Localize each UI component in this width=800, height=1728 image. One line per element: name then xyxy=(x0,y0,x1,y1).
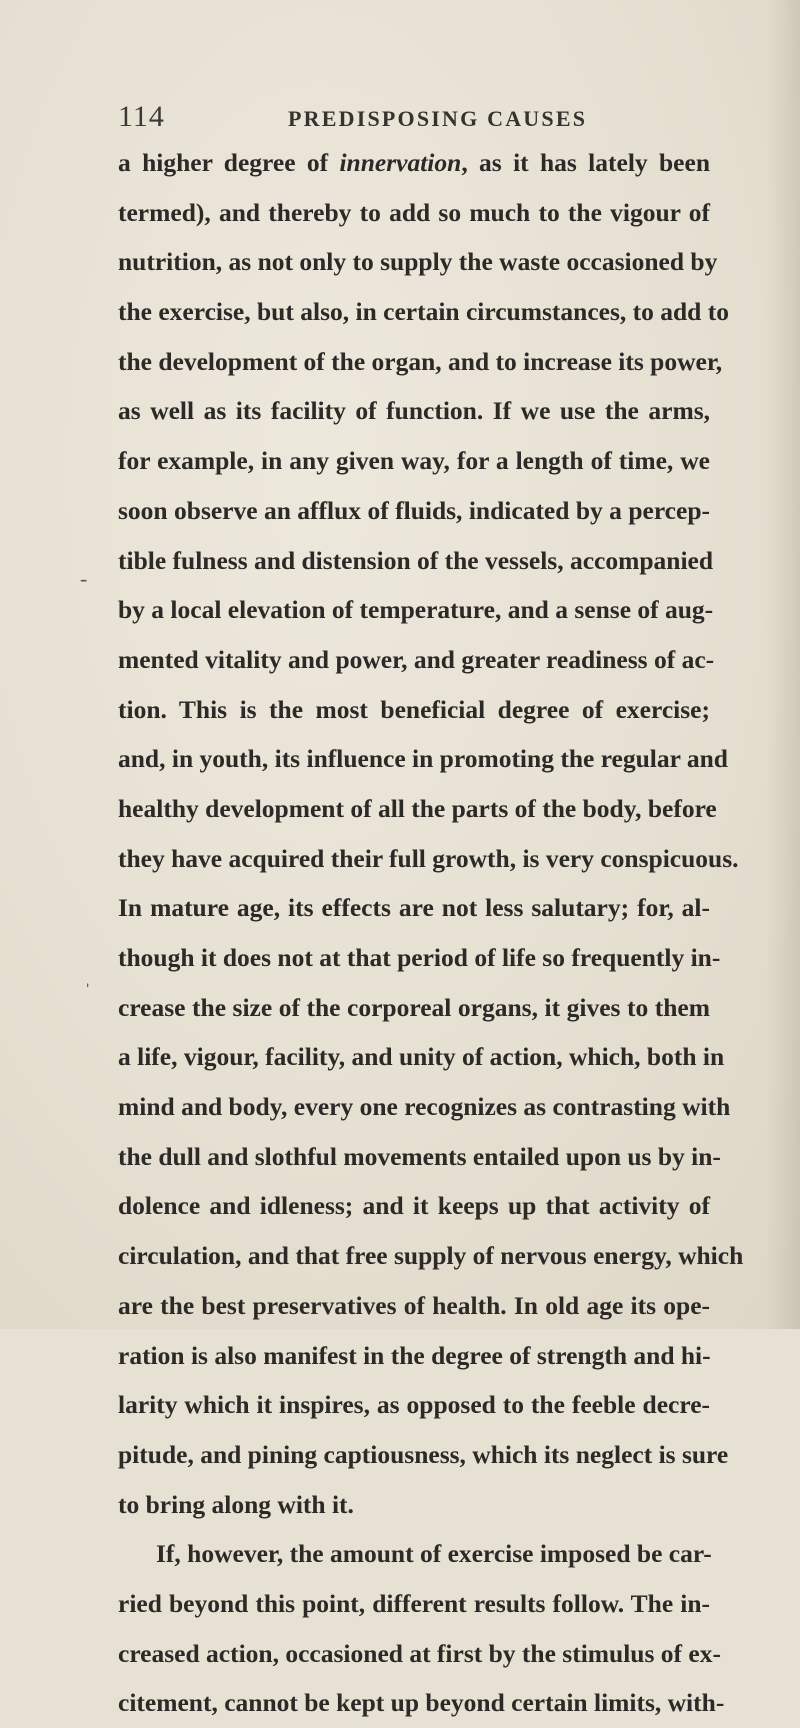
text-line: In mature age, its effects are not less salutary; for, al- xyxy=(118,893,710,923)
text-line: citement, cannot be kept up beyond certain limits, with- xyxy=(118,1688,725,1718)
text-line: a higher degree of innervation, as it has lately been xyxy=(118,148,710,177)
text-line: though it does not at that period of life so frequently in- xyxy=(118,943,721,972)
text-line: ried beyond this point, different results follow. The in- xyxy=(118,1588,710,1618)
running-title: PREDISPOSING CAUSES xyxy=(288,106,588,131)
text-line: tible fulness and distension of the vessels, accompanied xyxy=(118,545,714,575)
text-line: mind and body, every one recognizes as contrasting with xyxy=(118,1092,731,1122)
page-edge-shadow xyxy=(766,0,800,1329)
body-text xyxy=(118,138,744,1728)
margin-mark: ‐ xyxy=(80,566,88,591)
text-line: the exercise, but also, in certain circumstances, to add to xyxy=(118,297,729,327)
text-line: larity which it inspires, as opposed to the feeble decre- xyxy=(118,1390,710,1420)
text-line: the dull and slothful movements entailed upon us by in- xyxy=(118,1141,721,1171)
text-line: pitude, and pining captiousness, which its neglect is sure xyxy=(118,1439,729,1469)
text-line: nutrition, as not only to supply the waste occasioned by xyxy=(118,247,718,277)
text-line: crease the size of the corporeal organs, it gives to them xyxy=(118,992,710,1022)
text-line: for example, in any given way, for a length of time, we xyxy=(118,446,710,476)
text-line: soon observe an afflux of fluids, indicated by a percep- xyxy=(118,495,710,525)
text-line: as well as its facility of function. If we use the arms, xyxy=(118,396,710,426)
text-line: creased action, occasioned at first by the stimulus of ex- xyxy=(118,1638,721,1668)
text-line: healthy development of all the parts of the body, before xyxy=(118,793,717,823)
text-line: by a local elevation of temperature, and a sense of aug- xyxy=(118,595,714,625)
text-line: mented vitality and power, and greater readiness of ac- xyxy=(118,644,715,674)
text-line: the development of the organ, and to increase its power, xyxy=(118,346,723,376)
text-line: to bring along with it. xyxy=(118,1489,354,1519)
text-line: they have acquired their full growth, is very conspicuous. xyxy=(118,843,739,873)
text-line: ration is also manifest in the degree of strength and hi- xyxy=(118,1340,711,1370)
text-line: dolence and idleness; and it keeps up that activity of xyxy=(118,1191,710,1221)
text-line: tion. This is the most beneficial degree of exercise; xyxy=(118,694,710,724)
text-line: If, however, the amount of exercise imposed be car- xyxy=(156,1539,712,1569)
running-head xyxy=(118,100,718,140)
text-line: are the best preservatives of health. In old age its ope- xyxy=(118,1290,710,1320)
text-line: a life, vigour, facility, and unity of action, which, both in xyxy=(118,1042,725,1072)
page-number: 114 xyxy=(118,100,165,133)
text-line: and, in youth, its influence in promoting the regular and xyxy=(118,744,728,774)
text-line: termed), and thereby to add so much to the vigour of xyxy=(118,197,710,227)
italic-term: innervation xyxy=(339,148,462,177)
text-line: circulation, and that free supply of nervous energy, which xyxy=(118,1241,744,1271)
margin-mark: ˌ xyxy=(84,962,92,987)
